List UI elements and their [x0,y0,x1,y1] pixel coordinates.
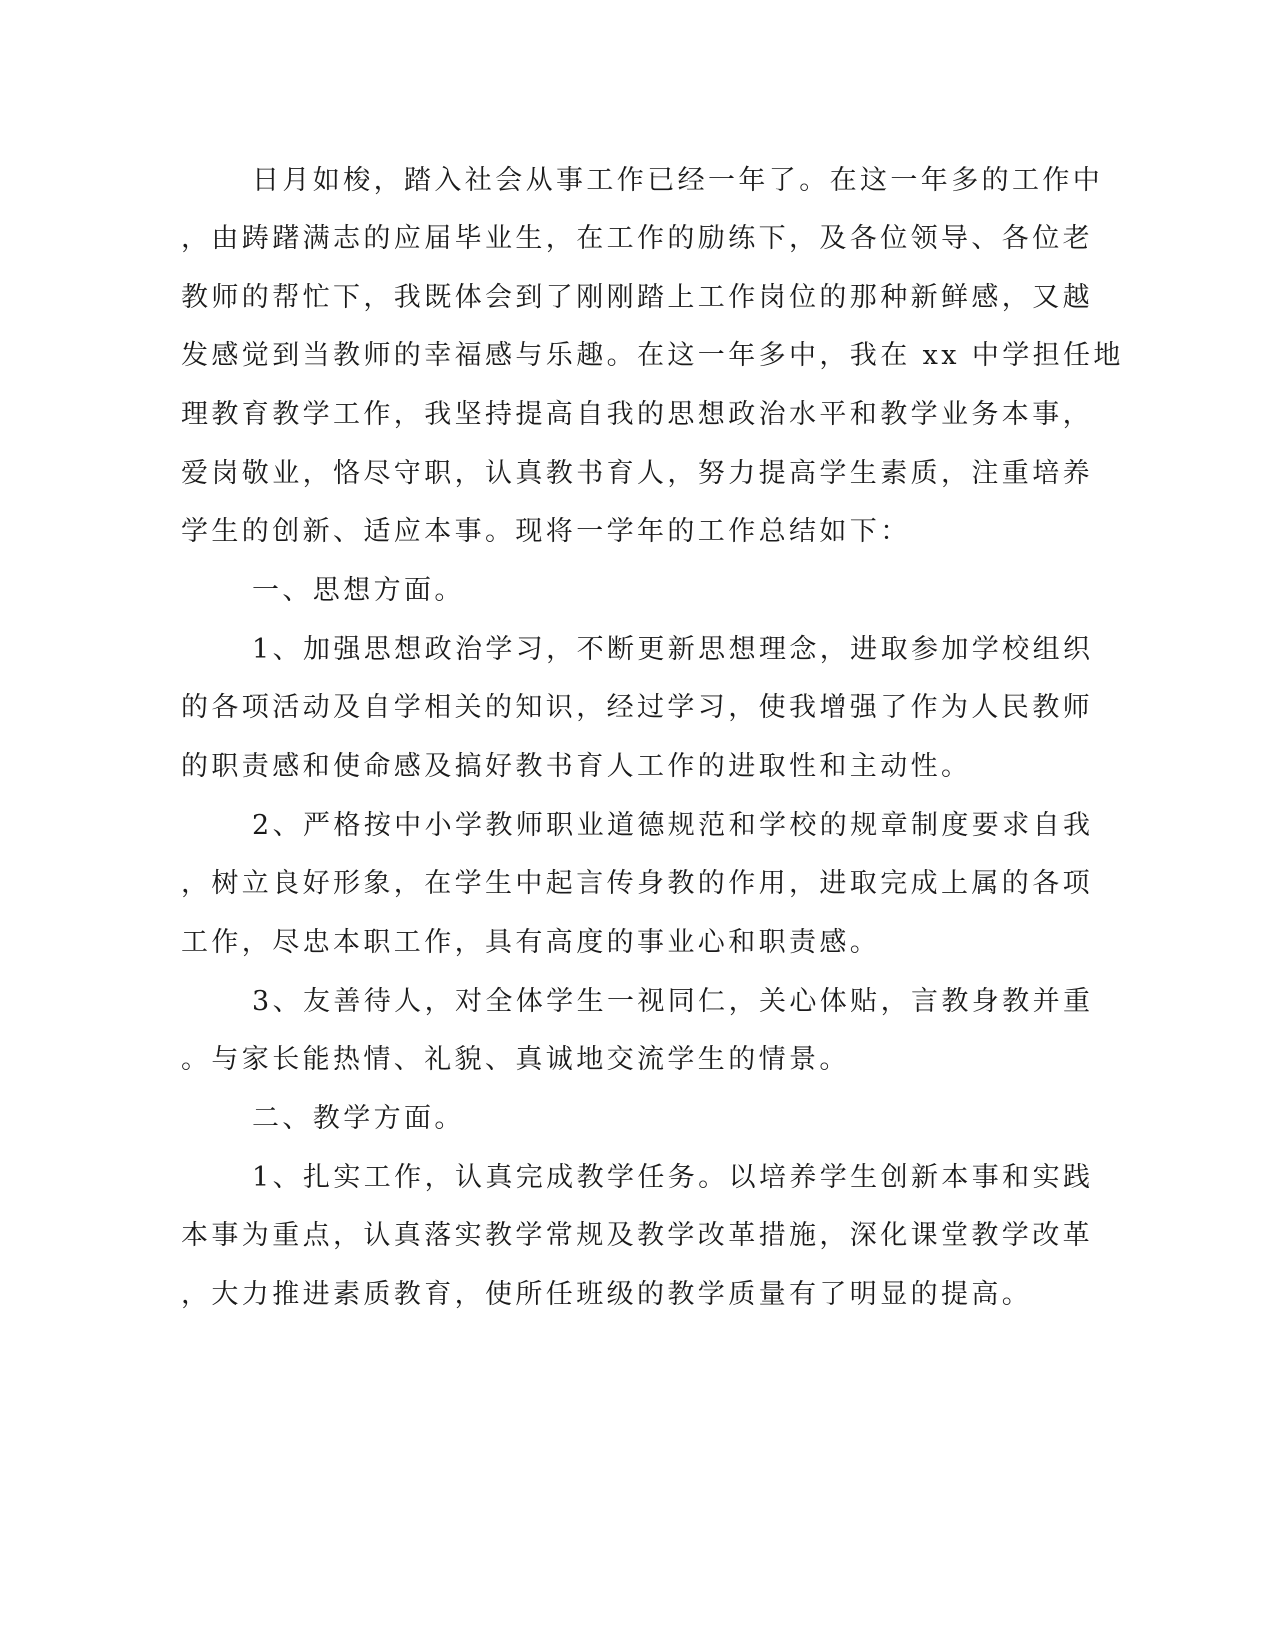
text-line: 学生的创新、适应本事。现将一学年的工作总结如下： [181,516,911,547]
text-line: ，树立良好形象，在学生中起言传身教的作用，进取完成上属的各项 [181,868,1093,899]
text-line: 1、加强思想政治学习，不断更新思想理念，进取参加学校组织 [252,634,1094,665]
section-heading: 二、教学方面。 [252,1103,465,1134]
text-line: 2、严格按中小学教师职业道德规范和学校的规章制度要求自我 [252,810,1094,841]
text-line: 3、友善待人，对全体学生一视同仁，关心体贴，言教身教并重 [252,986,1094,1017]
text-line: 本事为重点，认真落实教学常规及教学改革措施，深化课堂教学改革 [181,1220,1093,1251]
text-line: 日月如梭，踏入社会从事工作已经一年了。在这一年多的工作中 [252,165,1104,196]
text-line: 理教育教学工作，我坚持提高自我的思想政治水平和教学业务本事， [181,399,1093,430]
text-line: 爱岗敬业，恪尽守职，认真教书育人，努力提高学生素质，注重培养 [181,458,1093,489]
text-line: 工作，尽忠本职工作，具有高度的事业心和职责感。 [181,927,881,958]
text-line: 的各项活动及自学相关的知识，经过学习，使我增强了作为人民教师 [181,692,1093,723]
text-line: 1、扎实工作，认真完成教学任务。以培养学生创新本事和实践 [252,1162,1094,1193]
text-line: ，大力推进素质教育，使所任班级的教学质量有了明显的提高。 [181,1279,1033,1310]
text-line: 发感觉到当教师的幸福感与乐趣。在这一年多中，我在 xx 中学担任地 [181,340,1124,371]
text-line: 教师的帮忙下，我既体会到了刚刚踏上工作岗位的那种新鲜感，又越 [181,282,1093,313]
section-heading: 一、思想方面。 [252,575,465,606]
text-line: 。与家长能热情、礼貌、真诚地交流学生的情景。 [181,1044,850,1075]
text-line: 的职责感和使命感及搞好教书育人工作的进取性和主动性。 [181,751,972,782]
text-line: ，由踌躇满志的应届毕业生，在工作的励练下，及各位领导、各位老 [181,223,1093,254]
